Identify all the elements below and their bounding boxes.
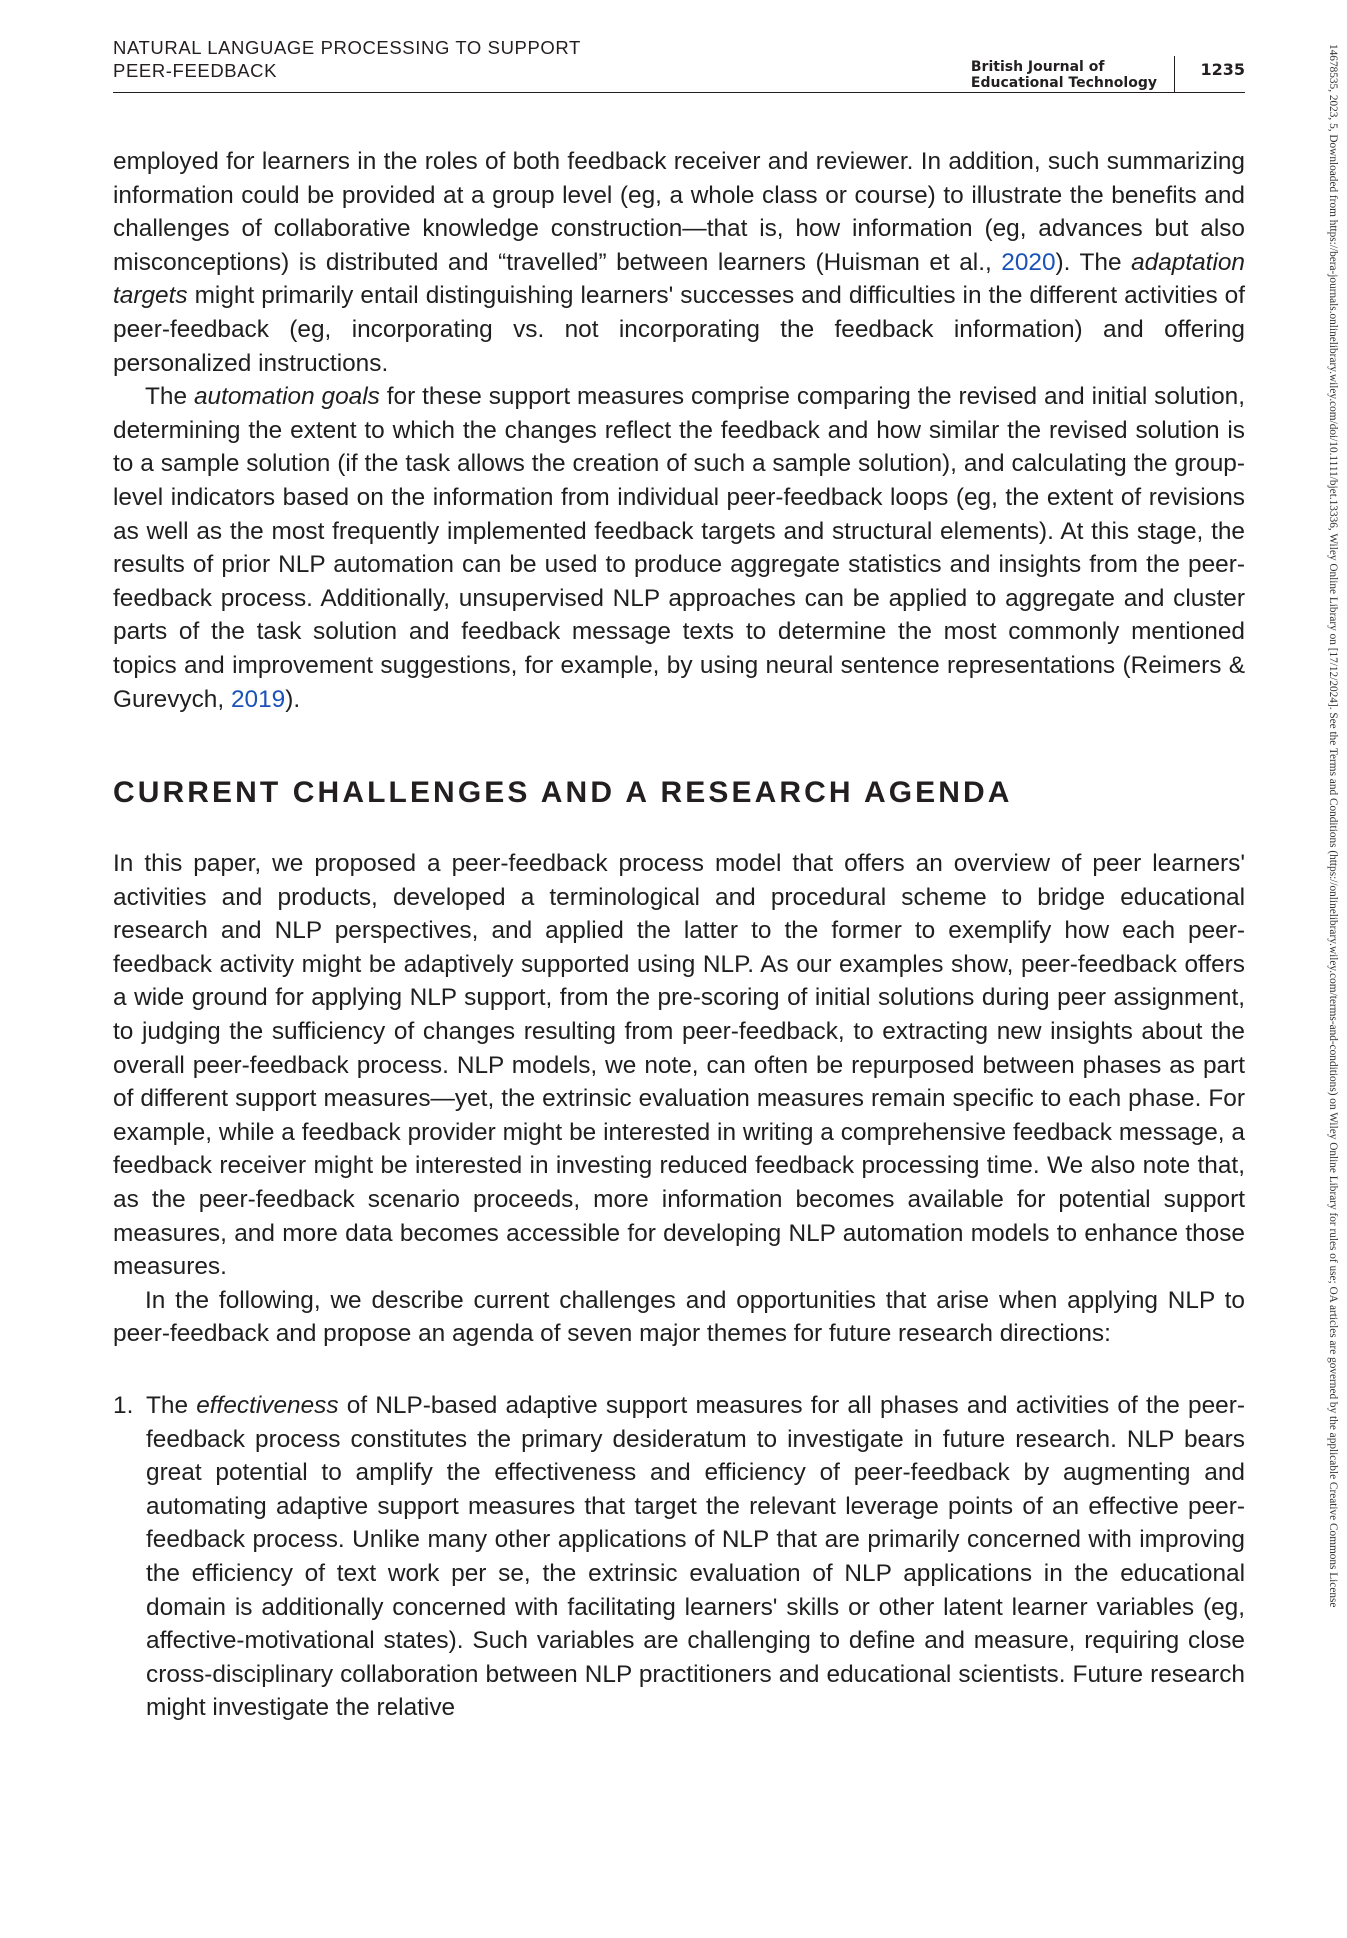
journal-name-line2: Educational Technology [970, 75, 1157, 91]
article-body [113, 145, 1245, 1725]
section-heading: CURRENT CHALLENGES AND A RESEARCH AGENDA [113, 776, 1013, 810]
list-item-number: 1. [113, 1392, 134, 1419]
paragraph-2 [113, 380, 1245, 716]
text-run: employed for learners in the roles of both feedback receiver and reviewer. In addition, such summarizing information could be provided at a group level (eg, a whole class or course) to illustrate the benefits and challenges of collaborative knowledge construction—that is, how information (eg, advances but also misconceptions) is distributed and “travelled” between learners (Huisman et al., [113, 148, 1245, 276]
text-run: of NLP-based adaptive support measures for all phases and activities of the peer-feedback process constitutes the primary desideratum to investigate in future research. NLP bears great potential to amplify the effectiveness and efficiency of peer-feedback by augmenting and automating adaptive support measures that target the relevant leverage points of an effective peer-feedback process. Unlike many other applications of NLP that are primarily concerned with improving the efficiency of text work per se, the extrinsic evaluation of NLP applications in the educational domain is additionally concerned with facilitating learners' skills or other latent learner variables (eg, affective-motivational states). Such variables are challenging to define and measure, requiring close cross-disciplinary collaboration between NLP practitioners and educational scientists. Future research might investigate the relative [146, 1392, 1245, 1722]
text-run: for these support measures comprise comparing the revised and initial solution, determining the extent to which the changes reflect the feedback and how similar the revised solution is to a sample solution (if the task allows the creation of such a sample solution), and calculating the group-level indicators based on the information from individual peer-feedback loops (eg, the extent of revisions as well as the most frequently implemented feedback targets and structural elements). At this stage, the results of prior NLP automation can be used to produce aggregate statistics and insights from the peer-feedback process. Additionally, unsupervised NLP approaches can be applied to aggregate and cluster parts of the task solution and feedback message texts to determine the most commonly mentioned topics and improvement suggestions, for example, by using neural sentence representations (Reimers & Gurevych, [113, 383, 1245, 713]
download-notice-text: 14678535, 2023, 5, Downloaded from https://bera-journals.onlinelibrary.wiley.com/doi/10.1111/bjet.13336, Wiley Online Library on [17/12/2024]. See the Terms and Conditions (https://onlinelibrary.wiley.com/terms-and-conditions) on Wiley Online Library for rules of use; OA articles are governed by the applicable Creative Commons License [1327, 44, 1339, 1608]
paragraph-4: In the following, we describe current challenges and opportunities that arise when applying NLP to peer-feedback and propose an agenda of seven major themes for future research directions: [113, 1286, 1245, 1348]
emphasis-automation-goals: automation goals [193, 383, 380, 411]
download-notice [1324, 44, 1344, 1924]
running-title [113, 36, 581, 82]
research-agenda-list [113, 1389, 1245, 1725]
text-run: might primarily entail distinguishing learners' successes and difficulties in the different activities of peer-feedback (eg, incorporating vs. not incorporating the feedback information) and offering personalized instructions. [113, 282, 1245, 377]
page-number: 1235 [1200, 60, 1245, 79]
text-run: The [145, 383, 194, 411]
list-item [113, 1389, 1245, 1725]
paragraph-1 [113, 145, 1245, 380]
text-run: ). [285, 685, 301, 713]
citation-link-reimers-2019[interactable]: 2019 [230, 685, 286, 713]
citation-link-huisman-2020[interactable]: 2020 [1001, 248, 1056, 276]
journal-name-line1: British Journal of [970, 59, 1105, 75]
emphasis-adaptation-targets: adaptation targets [113, 248, 1245, 310]
header-divider [1174, 56, 1176, 92]
paragraph-3: In this paper, we proposed a peer-feedback process model that offers an overview of peer learners' activities and products, developed a terminological and procedural scheme to bridge educational research and NLP perspectives, and applied the latter to the former to exemplify how each peer-feedback activity might be adaptively supported using NLP. As our examples show, peer-feedback offers a wide ground for applying NLP support, from the pre-scoring of initial solutions during peer assignment, to judging the sufficiency of changes resulting from peer-feedback, to extracting new insights about the overall peer-feedback process. NLP models, we note, can often be repurposed between phases as part of different support measures—yet, the extrinsic evaluation measures remain specific to each phase. For example, while a feedback provider might be interested in writing a comprehensive feedback message, a feedback receiver might be interested in investing reduced feedback processing time. We also note that, as the peer-feedback scenario proceeds, more information becomes available for potential support measures, and more data becomes accessible for developing NLP automation models to enhance those measures. [113, 850, 1245, 1281]
running-title-line1: NATURAL LANGUAGE PROCESSING TO SUPPORT [113, 37, 581, 58]
journal-name [971, 59, 1157, 91]
text-run: ). The [1055, 248, 1132, 276]
text-run: The [146, 1392, 197, 1419]
running-header [113, 36, 1245, 93]
emphasis-effectiveness: effectiveness [196, 1392, 339, 1419]
running-title-line2: PEER-FEEDBACK [113, 60, 278, 81]
